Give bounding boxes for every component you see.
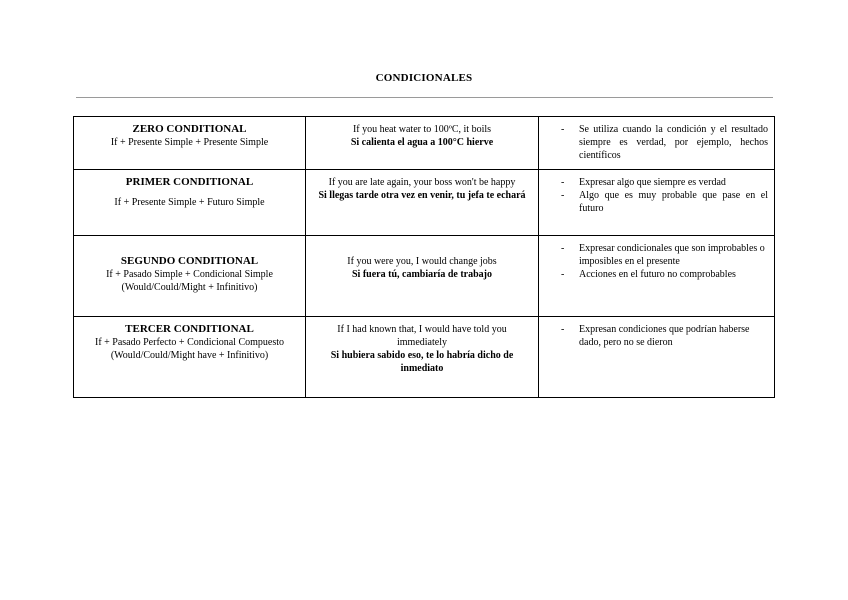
example-english: If you were you, I would change jobs <box>347 256 497 267</box>
conditional-name: SEGUNDO CONDITIONAL <box>120 255 259 267</box>
table-row <box>74 170 775 236</box>
example-english: If you are late again, your boss won't be happy <box>328 177 516 188</box>
usage-item: - Expresan condiciones que podrían haberse dado, pero no se dieron <box>579 323 768 349</box>
page-title: CONDICIONALES <box>375 72 473 84</box>
table-row <box>74 117 775 170</box>
conditional-formula: If + Pasado Perfecto + Condicional Compuesto (Would/Could/Might have + Infinitivo) <box>94 337 285 361</box>
example-spanish: Si hubiera sabido eso, te lo habría dicho de inmediato <box>330 350 514 374</box>
conditional-formula: If + Pasado Simple + Condicional Simple (Would/Could/Might + Infinitivo) <box>106 269 273 293</box>
usage-item: - Acciones en el futuro no comprobables <box>579 268 768 281</box>
example-cell <box>306 236 539 317</box>
usage-cell <box>539 170 775 236</box>
conditional-name: TERCER CONDITIONAL <box>125 323 254 335</box>
example-cell <box>306 170 539 236</box>
example-english: If you heat water to 100ºC, it boils <box>352 124 492 135</box>
conditional-type-cell <box>74 117 306 170</box>
example-spanish: Si fuera tú, cambiaría de trabajo <box>352 269 492 280</box>
example-spanish: Si calienta el agua a 100°C hierve <box>350 137 494 148</box>
example-english: If I had known that, I would have told you immediately <box>337 324 507 348</box>
usage-cell <box>539 117 775 170</box>
title-divider <box>76 97 773 98</box>
usage-item: - Algo que es muy probable que pase en el futuro <box>579 189 768 215</box>
example-cell <box>306 317 539 398</box>
conditional-type-cell <box>74 170 306 236</box>
conditional-name: PRIMER CONDITIONAL <box>125 176 254 188</box>
conditional-type-cell <box>74 317 306 398</box>
conditional-formula: If + Presente Simple + Futuro Simple <box>114 197 265 208</box>
conditional-name: ZERO CONDITIONAL <box>132 123 247 135</box>
table-row <box>74 236 775 317</box>
usage-item: - Expresar condicionales que son improbables o imposibles en el presente <box>579 242 768 268</box>
conditionals-table <box>73 116 775 398</box>
conditional-formula: If + Presente Simple + Presente Simple <box>110 137 269 148</box>
example-cell <box>306 117 539 170</box>
conditional-type-cell <box>74 236 306 317</box>
usage-item: - Se utiliza cuando la condición y el resultado siempre es verdad, por ejemplo, hechos científicos <box>579 123 768 162</box>
example-spanish: Si llegas tarde otra vez en venir, tu jefa te echará <box>318 190 526 201</box>
usage-item: - Expresar algo que siempre es verdad <box>579 176 768 189</box>
table-row <box>74 317 775 398</box>
usage-cell <box>539 236 775 317</box>
usage-cell <box>539 317 775 398</box>
